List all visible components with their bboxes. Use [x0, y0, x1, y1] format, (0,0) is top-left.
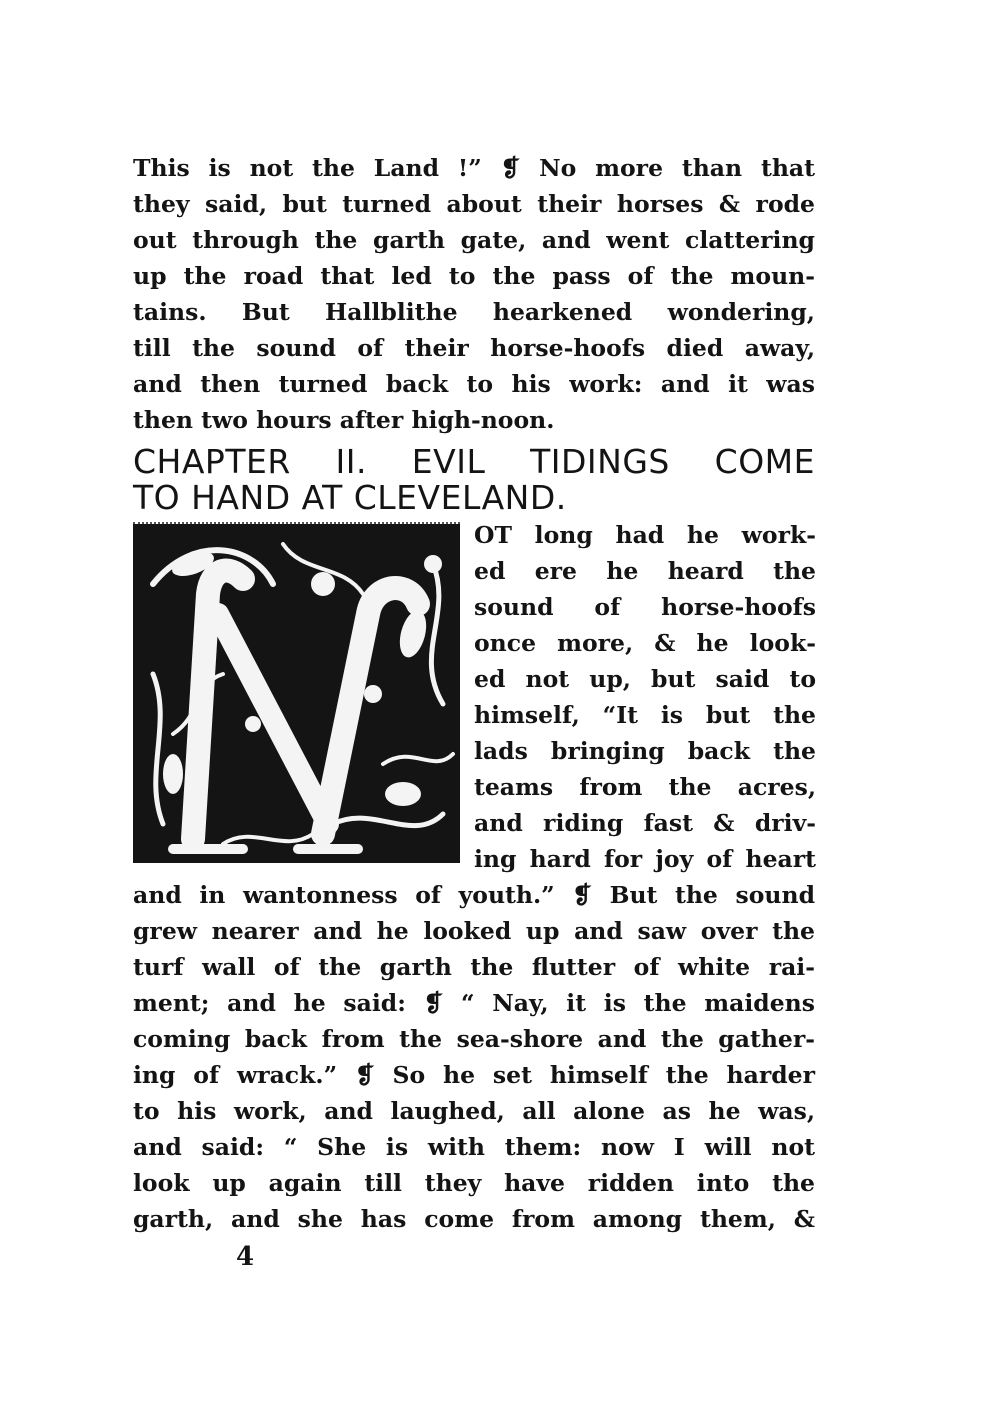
text-line: and in wantonness of youth.” ❡ But the sound: [133, 881, 815, 909]
text-line: and then turned back to his work: and it was: [133, 370, 815, 398]
text-line: turf wall of the garth the flutter of white rai‐: [133, 953, 815, 981]
text-line: grew nearer and he looked up and saw over the: [133, 917, 815, 945]
text-line: tains. But Hallblithe hearkened wondering,: [133, 298, 815, 326]
decorated-initial: [133, 522, 460, 865]
text-line: This is not the Land !” ❡ No more than that: [133, 154, 815, 182]
text-line: coming back from the sea‐shore and the gather‐: [133, 1025, 815, 1053]
text-line: up the road that led to the pass of the moun‐: [133, 262, 815, 290]
text-line: garth, and she has come from among them, &: [133, 1205, 815, 1233]
text-line: ing hard for joy of heart: [474, 845, 816, 873]
text-line: ed not up, but said to: [474, 665, 816, 693]
text-line: sound of horse‐hoofs: [474, 593, 816, 621]
text-line: OT long had he work‐: [474, 521, 816, 549]
chapter-heading-line: CHAPTER II. EVIL TIDINGS COME: [133, 442, 815, 481]
ornament-initial-icon: [133, 524, 460, 863]
page-number: 4: [236, 1242, 255, 1272]
text-line: and said: “ She is with them: now I will not: [133, 1133, 815, 1161]
text-line: ed ere he heard the: [474, 557, 816, 585]
text-line: ment; and he said: ❡ “ Nay, it is the maidens: [133, 989, 815, 1017]
text-line: out through the garth gate, and went clattering: [133, 226, 815, 254]
text-line: look up again till they have ridden into the: [133, 1169, 815, 1197]
text-line: they said, but turned about their horses & rode: [133, 190, 815, 218]
chapter-heading-line: TO HAND AT CLEVELAND.: [133, 478, 567, 517]
text-line: and riding fast & driv‐: [474, 809, 816, 837]
text-line: himself, “It is but the: [474, 701, 816, 729]
text-line: then two hours after high‐noon.: [133, 406, 555, 434]
text-line: once more, & he look‐: [474, 629, 816, 657]
text-line: teams from the acres,: [474, 773, 816, 801]
text-line: to his work, and laughed, all alone as he was,: [133, 1097, 815, 1125]
text-line: ing of wrack.” ❡ So he set himself the harder: [133, 1061, 815, 1089]
text-line: till the sound of their horse‐hoofs died away,: [133, 334, 815, 362]
text-line: lads bringing back the: [474, 737, 816, 765]
